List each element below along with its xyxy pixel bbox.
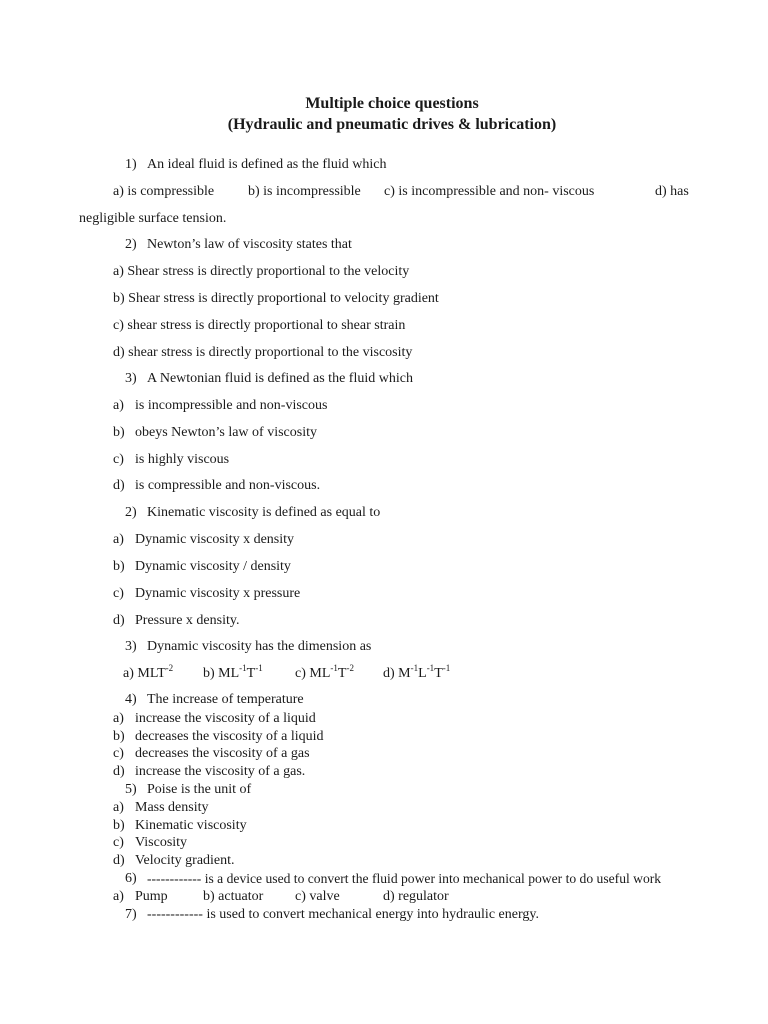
q5-option-d: d) $M^{-1}L^{-1}T^{-1}$: [383, 663, 451, 681]
q2-option-d: d) shear stress is directly proportional to the viscosity: [113, 345, 413, 360]
q1-option-a: a) is compressible: [113, 184, 215, 199]
q9-text: ------------ is used to convert mechanical energy into hydraulic energy.: [147, 907, 539, 922]
q4-option-b-letter: b): [113, 559, 125, 574]
document-subtitle: (Hydraulic and pneumatic drives & lubrication): [227, 116, 557, 133]
q4-text: Kinematic viscosity is defined as equal to: [147, 505, 381, 520]
document-title: Multiple choice questions: [305, 95, 479, 112]
q6-text: The increase of temperature: [147, 692, 304, 707]
q3-option-b: obeys Newton’s law of viscosity: [135, 425, 317, 440]
q3-text: A Newtonian fluid is defined as the fluid which: [147, 371, 413, 386]
q1-option-d-continued: negligible surface tension.: [79, 211, 227, 226]
q3-option-d: is compressible and non-viscous.: [135, 478, 321, 493]
q7-option-d-letter: d): [113, 853, 125, 868]
q3-option-b-letter: b): [113, 425, 125, 440]
q2-option-b: b) Shear stress is directly proportional to velocity gradient: [113, 291, 439, 306]
q7-option-b-letter: b): [113, 818, 125, 833]
q6-option-b-letter: b): [113, 729, 125, 744]
q8-number: 6): [125, 871, 137, 886]
q7-text: Poise is the unit of: [147, 782, 252, 797]
q7-option-b: Kinematic viscosity: [135, 818, 247, 833]
q7-option-c: Viscosity: [135, 835, 188, 850]
q6-number: 4): [125, 692, 137, 707]
q4-option-a: Dynamic viscosity x density: [135, 532, 295, 547]
q3-option-a-letter: a): [113, 398, 124, 413]
q7-option-c-letter: c): [113, 835, 124, 850]
q6-option-d-letter: d): [113, 764, 125, 779]
q4-option-d-letter: d): [113, 613, 125, 628]
q9-number: 7): [125, 907, 137, 922]
q6-option-c: decreases the viscosity of a gas: [135, 746, 310, 761]
q5-option-b: b) $ML^{-1}T^{-1}$: [203, 663, 263, 681]
q5-option-a: a) $MLT^{-2}$: [123, 663, 174, 681]
q1-option-b: b) is incompressible: [248, 184, 361, 199]
q2-number: 2): [125, 237, 137, 252]
q8-option-d: d) regulator: [383, 889, 449, 904]
q3-option-c-letter: c): [113, 452, 124, 467]
q4-option-a-letter: a): [113, 532, 124, 547]
q8-option-b: b) actuator: [203, 889, 264, 904]
q8-option-a: Pump: [135, 889, 168, 904]
q2-option-a: a) Shear stress is directly proportional to the velocity: [113, 264, 410, 279]
q6-option-a: increase the viscosity of a liquid: [135, 711, 316, 726]
q7-option-a-letter: a): [113, 800, 124, 815]
q1-option-c: c) is incompressible and non- viscous: [384, 184, 595, 199]
q2-option-c: c) shear stress is directly proportional to shear strain: [113, 318, 406, 333]
q1-option-d: d) has: [655, 184, 689, 199]
q5-number: 3): [125, 639, 137, 654]
q3-option-c: is highly viscous: [135, 452, 230, 467]
q8-text: ------------ is a device used to convert the fluid power into mechanical power to do useful work: [147, 871, 662, 886]
q4-option-d: Pressure x density.: [135, 613, 240, 628]
q4-number: 2): [125, 505, 137, 520]
q5-option-c: c) $ML^{-1}T^{-2}$: [295, 663, 354, 681]
q6-option-c-letter: c): [113, 746, 124, 761]
q4-option-c-letter: c): [113, 586, 124, 601]
q6-option-a-letter: a): [113, 711, 124, 726]
q1-number: 1): [125, 157, 137, 172]
q7-option-a: Mass density: [135, 800, 209, 815]
q3-option-d-letter: d): [113, 478, 125, 493]
q5-text: Dynamic viscosity has the dimension as: [147, 639, 372, 654]
q8-option-a-letter: a): [113, 889, 124, 904]
q3-number: 3): [125, 371, 137, 386]
q8-option-c: c) valve: [295, 889, 340, 904]
q6-option-d: increase the viscosity of a gas.: [135, 764, 306, 779]
q7-number: 5): [125, 782, 137, 797]
q4-option-b: Dynamic viscosity / density: [135, 559, 291, 574]
q7-option-d: Velocity gradient.: [135, 853, 235, 868]
q6-option-b: decreases the viscosity of a liquid: [135, 729, 324, 744]
q2-text: Newton’s law of viscosity states that: [147, 237, 352, 252]
q1-text: An ideal fluid is defined as the fluid which: [147, 157, 387, 172]
q3-option-a: is incompressible and non-viscous: [135, 398, 328, 413]
q4-option-c: Dynamic viscosity x pressure: [135, 586, 301, 601]
